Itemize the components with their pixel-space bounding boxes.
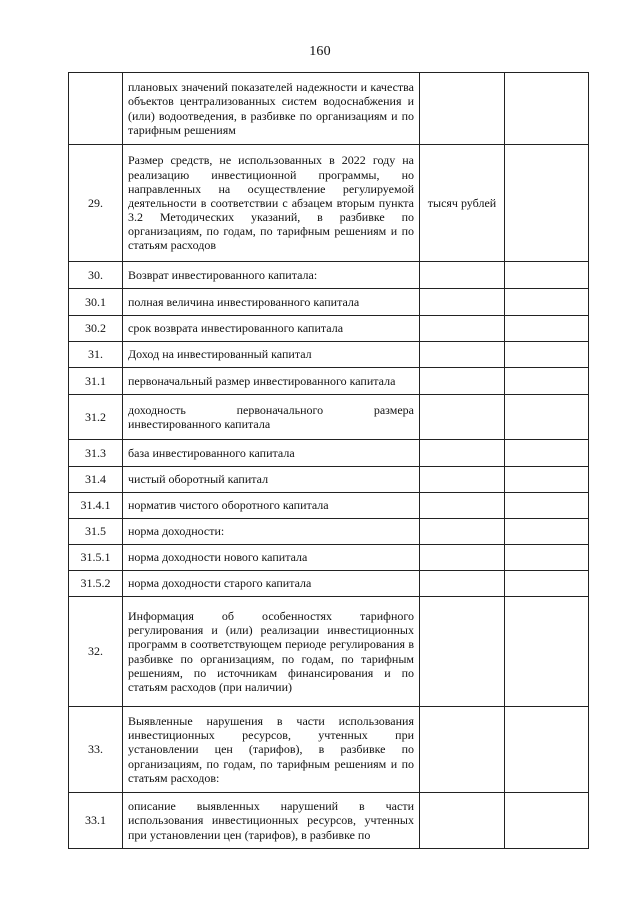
row-value-cell — [505, 440, 589, 467]
row-unit — [420, 289, 505, 316]
table-row — [69, 262, 589, 289]
row-description: плановых значений показателей надежности и качества объектов централизованных систем водоснабжения и (или) водоотведения, в разбивке по организациям и по тарифным решениям — [123, 73, 420, 145]
row-description: описание выявленных нарушений в части использования инвестиционных ресурсов, учтенных при установлении цен (тарифов), в разбивке по — [123, 793, 420, 849]
row-unit — [420, 519, 505, 545]
row-value-cell — [505, 342, 589, 368]
row-number: 31.5 — [69, 519, 123, 545]
row-number: 30.2 — [69, 316, 123, 342]
row-unit — [420, 368, 505, 395]
row-description: норма доходности старого капитала — [123, 571, 420, 597]
row-number: 31.4 — [69, 467, 123, 493]
row-number: 31.5.1 — [69, 545, 123, 571]
row-number — [69, 73, 123, 145]
row-unit — [420, 493, 505, 519]
row-description: норматив чистого оборотного капитала — [123, 493, 420, 519]
table-row — [69, 793, 589, 849]
row-description: Информация об особенностях тарифного регулирования и (или) реализации инвестиционных программ в соответствующем периоде регулирования в разбивке по организациям, по годам, по тарифным решениям, по источникам финансирования и по статьям расходов (при наличии) — [123, 597, 420, 707]
page-number: 160 — [309, 44, 331, 59]
row-unit — [420, 545, 505, 571]
row-description: чистый оборотный капитал — [123, 467, 420, 493]
data-table — [68, 72, 589, 849]
row-unit — [420, 73, 505, 145]
row-unit — [420, 262, 505, 289]
row-description: первоначальный размер инвестированного капитала — [123, 368, 420, 395]
table-row — [69, 707, 589, 793]
row-unit — [420, 467, 505, 493]
row-unit — [420, 707, 505, 793]
table-row — [69, 289, 589, 316]
table-row — [69, 545, 589, 571]
row-unit: тысяч рублей — [420, 145, 505, 262]
row-number: 31.2 — [69, 395, 123, 440]
table-row — [69, 440, 589, 467]
row-value-cell — [505, 262, 589, 289]
row-value-cell — [505, 793, 589, 849]
table-row — [69, 368, 589, 395]
row-description: норма доходности нового капитала — [123, 545, 420, 571]
row-value-cell — [505, 707, 589, 793]
row-value-cell — [505, 519, 589, 545]
row-number: 29. — [69, 145, 123, 262]
table-row — [69, 73, 589, 145]
row-value-cell — [505, 73, 589, 145]
row-value-cell — [505, 289, 589, 316]
row-value-cell — [505, 467, 589, 493]
row-unit — [420, 793, 505, 849]
row-value-cell — [505, 316, 589, 342]
table-row — [69, 597, 589, 707]
row-unit — [420, 342, 505, 368]
row-description: база инвестированного капитала — [123, 440, 420, 467]
row-number: 33.1 — [69, 793, 123, 849]
row-number: 31.3 — [69, 440, 123, 467]
row-number: 31.1 — [69, 368, 123, 395]
table-row — [69, 519, 589, 545]
row-description: норма доходности: — [123, 519, 420, 545]
row-unit — [420, 440, 505, 467]
row-value-cell — [505, 395, 589, 440]
row-number: 33. — [69, 707, 123, 793]
row-number: 30. — [69, 262, 123, 289]
row-value-cell — [505, 368, 589, 395]
row-number: 31.4.1 — [69, 493, 123, 519]
row-value-cell — [505, 493, 589, 519]
row-number: 32. — [69, 597, 123, 707]
row-value-cell — [505, 545, 589, 571]
row-description: Возврат инвестированного капитала: — [123, 262, 420, 289]
table-row — [69, 145, 589, 262]
row-value-cell — [505, 571, 589, 597]
row-description: полная величина инвестированного капитала — [123, 289, 420, 316]
table-row — [69, 493, 589, 519]
row-description: доходность первоначального размера инвестированного капитала — [123, 395, 420, 440]
table-row — [69, 467, 589, 493]
row-unit — [420, 571, 505, 597]
table-row — [69, 316, 589, 342]
row-unit — [420, 597, 505, 707]
table-row — [69, 342, 589, 368]
row-value-cell — [505, 145, 589, 262]
row-number: 31.5.2 — [69, 571, 123, 597]
row-unit — [420, 316, 505, 342]
row-description: Выявленные нарушения в части использования инвестиционных ресурсов, учтенных при установлении цен (тарифов), в разбивке по организациям, по годам, по тарифным решениям и по статьям расходов: — [123, 707, 420, 793]
row-unit — [420, 395, 505, 440]
row-description: Размер средств, не использованных в 2022 году на реализацию инвестиционной программы, но направленных на осуществление регулируемой деятельности в соответствии с абзацем вторым пункта 3.2 Методических указаний, в разбивке по организациям, по годам, по тарифным решениям и по статьям расходов — [123, 145, 420, 262]
row-number: 31. — [69, 342, 123, 368]
row-number: 30.1 — [69, 289, 123, 316]
row-description: Доход на инвестированный капитал — [123, 342, 420, 368]
table-row — [69, 571, 589, 597]
row-value-cell — [505, 597, 589, 707]
row-description: срок возврата инвестированного капитала — [123, 316, 420, 342]
table-row — [69, 395, 589, 440]
